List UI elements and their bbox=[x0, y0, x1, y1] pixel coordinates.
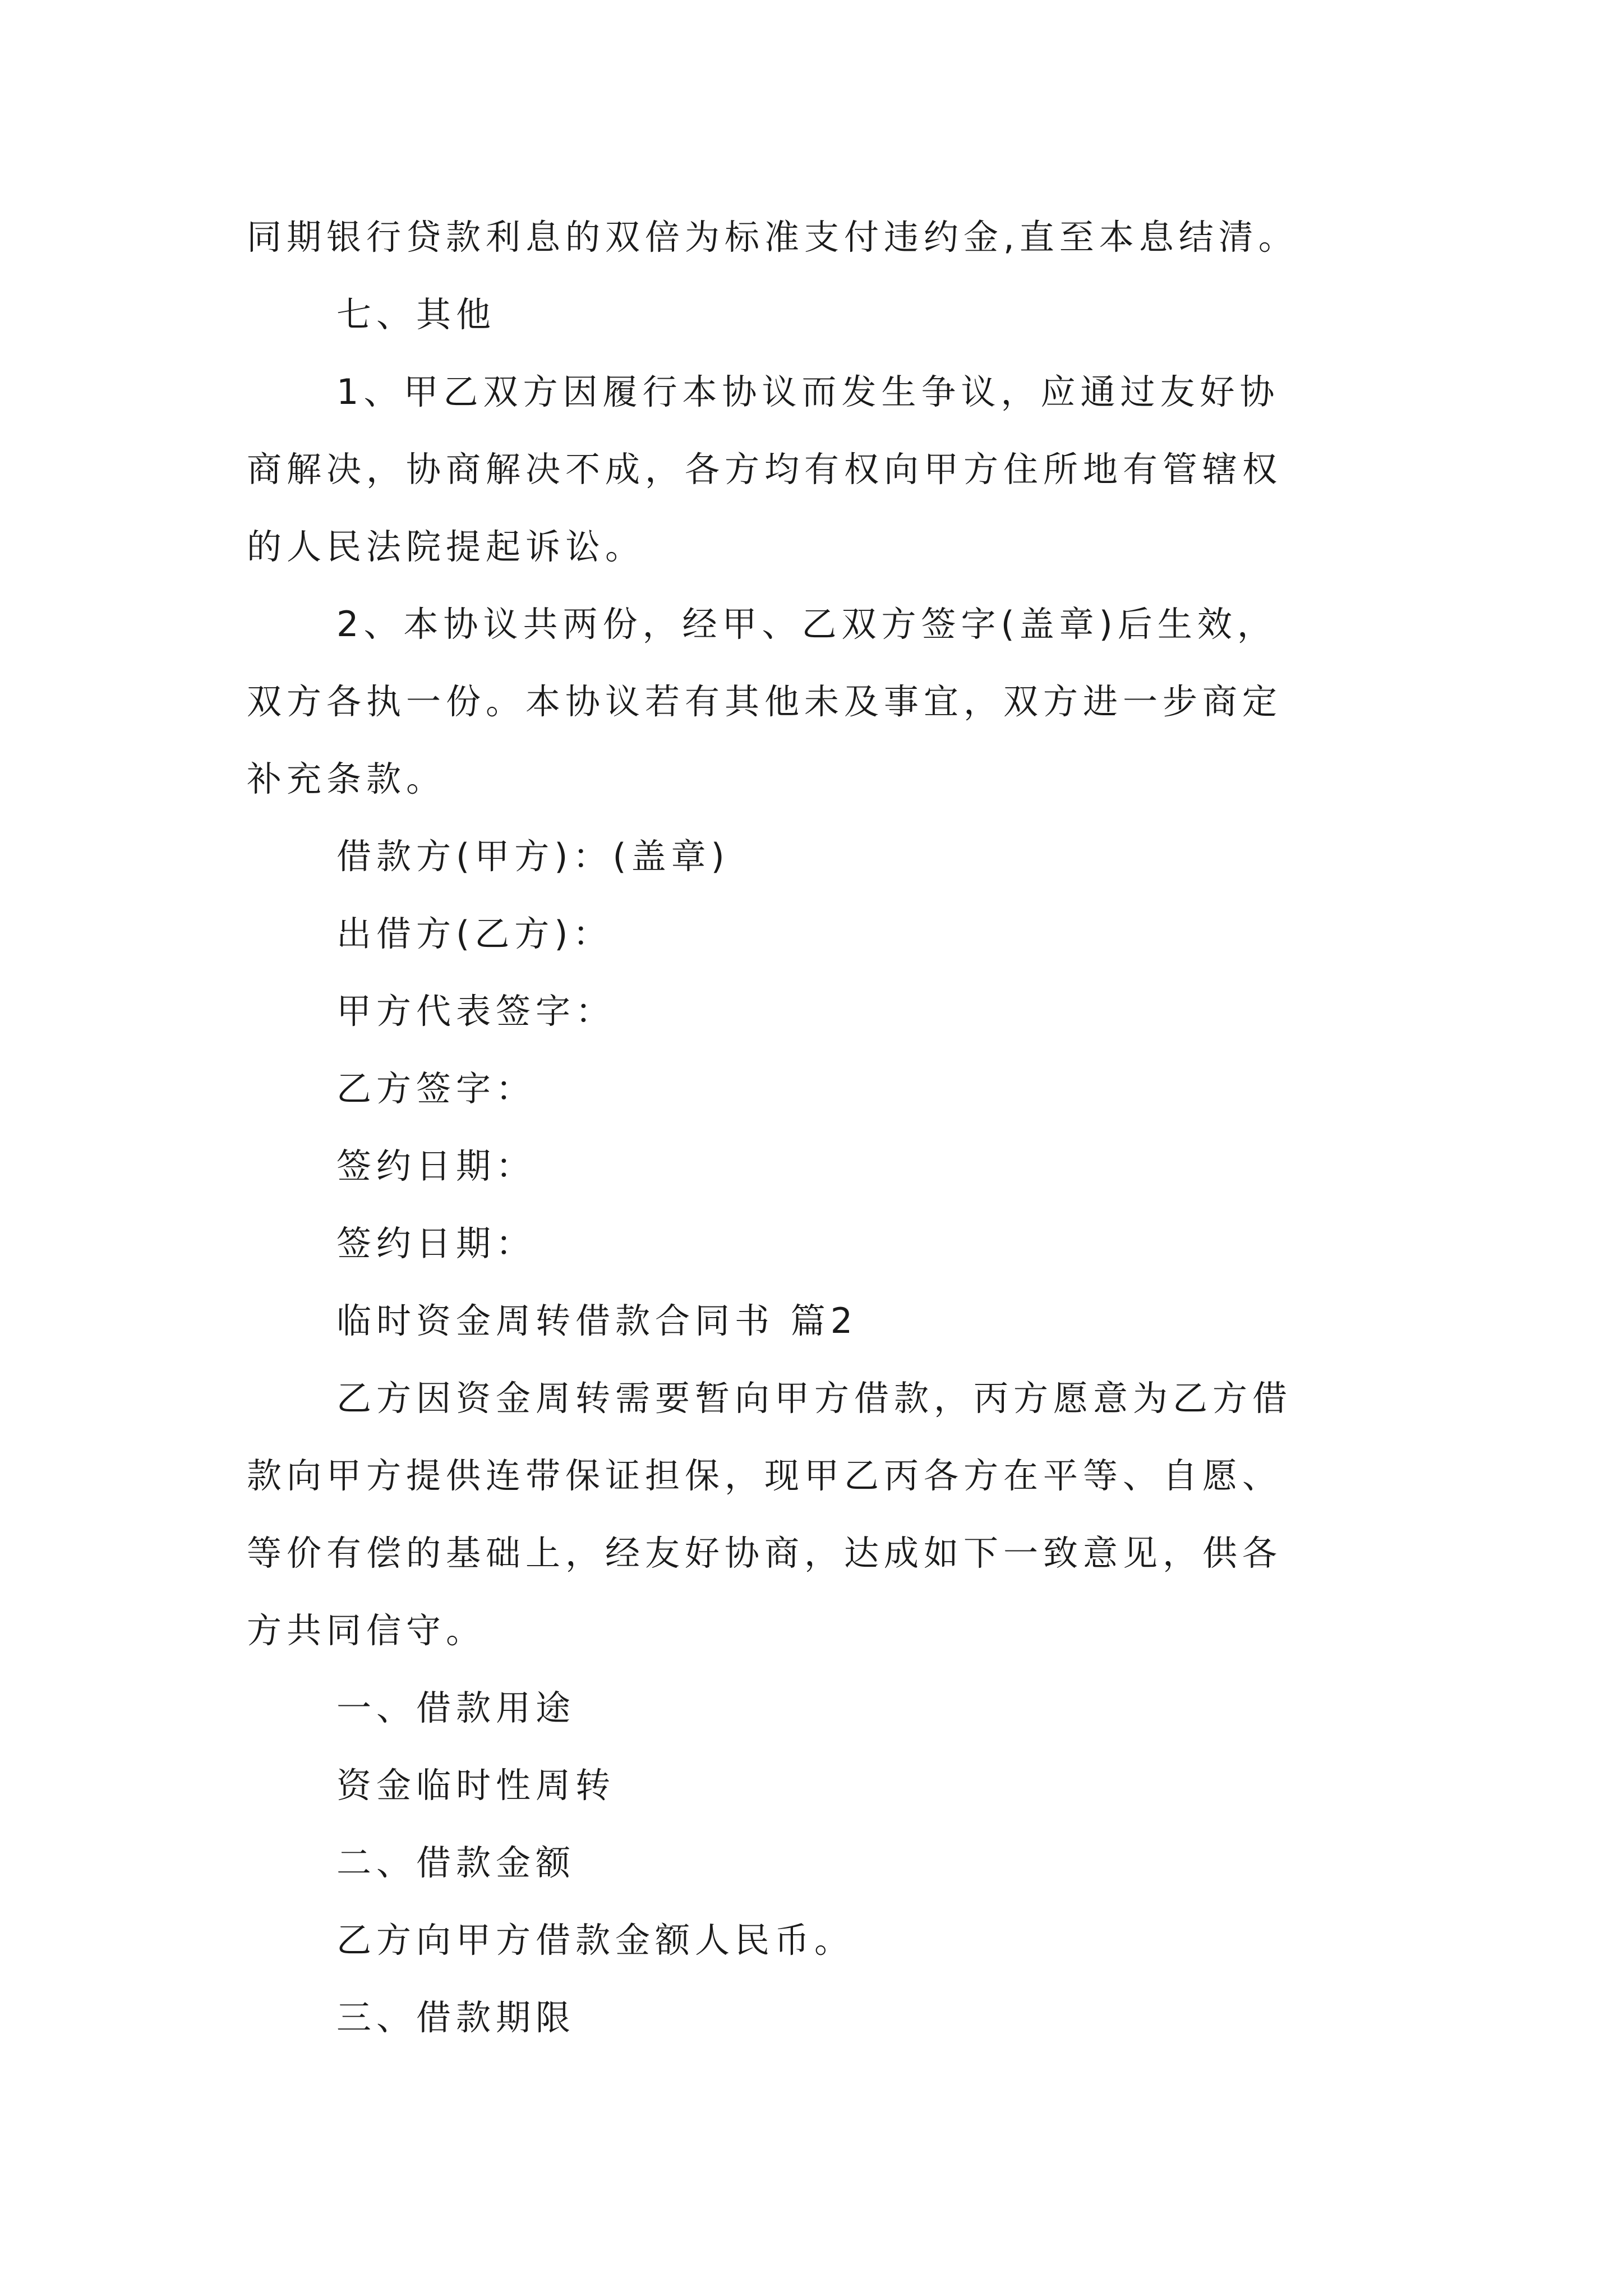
section-heading: 二、借款金额 bbox=[336, 1842, 576, 1883]
signature-line: 甲方代表签字： bbox=[336, 991, 616, 1032]
text-line: 资金临时性周转 bbox=[336, 1765, 616, 1806]
section-heading: 三、借款期限 bbox=[336, 1997, 576, 2038]
text-line: 1、甲乙双方因履行本协议而发生争议，应通过友好协 bbox=[336, 371, 1280, 412]
section-heading: 一、借款用途 bbox=[336, 1687, 576, 1728]
text-line: 等价有偿的基础上，经友好协商，达成如下一致意见，供各 bbox=[247, 1533, 1283, 1573]
text-line: 补充条款。 bbox=[247, 758, 446, 799]
text-line: 款向甲方提供连带保证担保，现甲乙丙各方在平等、自愿、 bbox=[247, 1455, 1283, 1496]
date-line: 签约日期： bbox=[336, 1145, 536, 1186]
document-title: 临时资金周转借款合同书 篇2 bbox=[336, 1300, 858, 1341]
section-heading: 七、其他 bbox=[336, 294, 496, 335]
signature-line: 出借方(乙方)： bbox=[336, 913, 613, 954]
text-line: 2、本协议共两份，经甲、乙双方签字(盖章)后生效， bbox=[336, 604, 1277, 645]
signature-line: 借款方(甲方)：(盖章) bbox=[336, 836, 730, 877]
text-line: 的人民法院提起诉讼。 bbox=[247, 526, 645, 567]
signature-line: 乙方签字： bbox=[336, 1068, 536, 1109]
text-line: 同期银行贷款利息的双倍为标准支付违约金,直至本息结清。 bbox=[247, 217, 1298, 257]
text-line: 双方各执一份。本协议若有其他未及事宜，双方进一步商定 bbox=[247, 681, 1283, 722]
text-line: 乙方因资金周转需要暂向甲方借款，丙方愿意为乙方借 bbox=[336, 1378, 1293, 1419]
text-line: 方共同信守。 bbox=[247, 1610, 486, 1651]
text-line: 商解决，协商解决不成，各方均有权向甲方住所地有管辖权 bbox=[247, 449, 1283, 490]
text-line: 乙方向甲方借款金额人民币。 bbox=[336, 1920, 855, 1961]
date-line: 签约日期： bbox=[336, 1223, 536, 1264]
